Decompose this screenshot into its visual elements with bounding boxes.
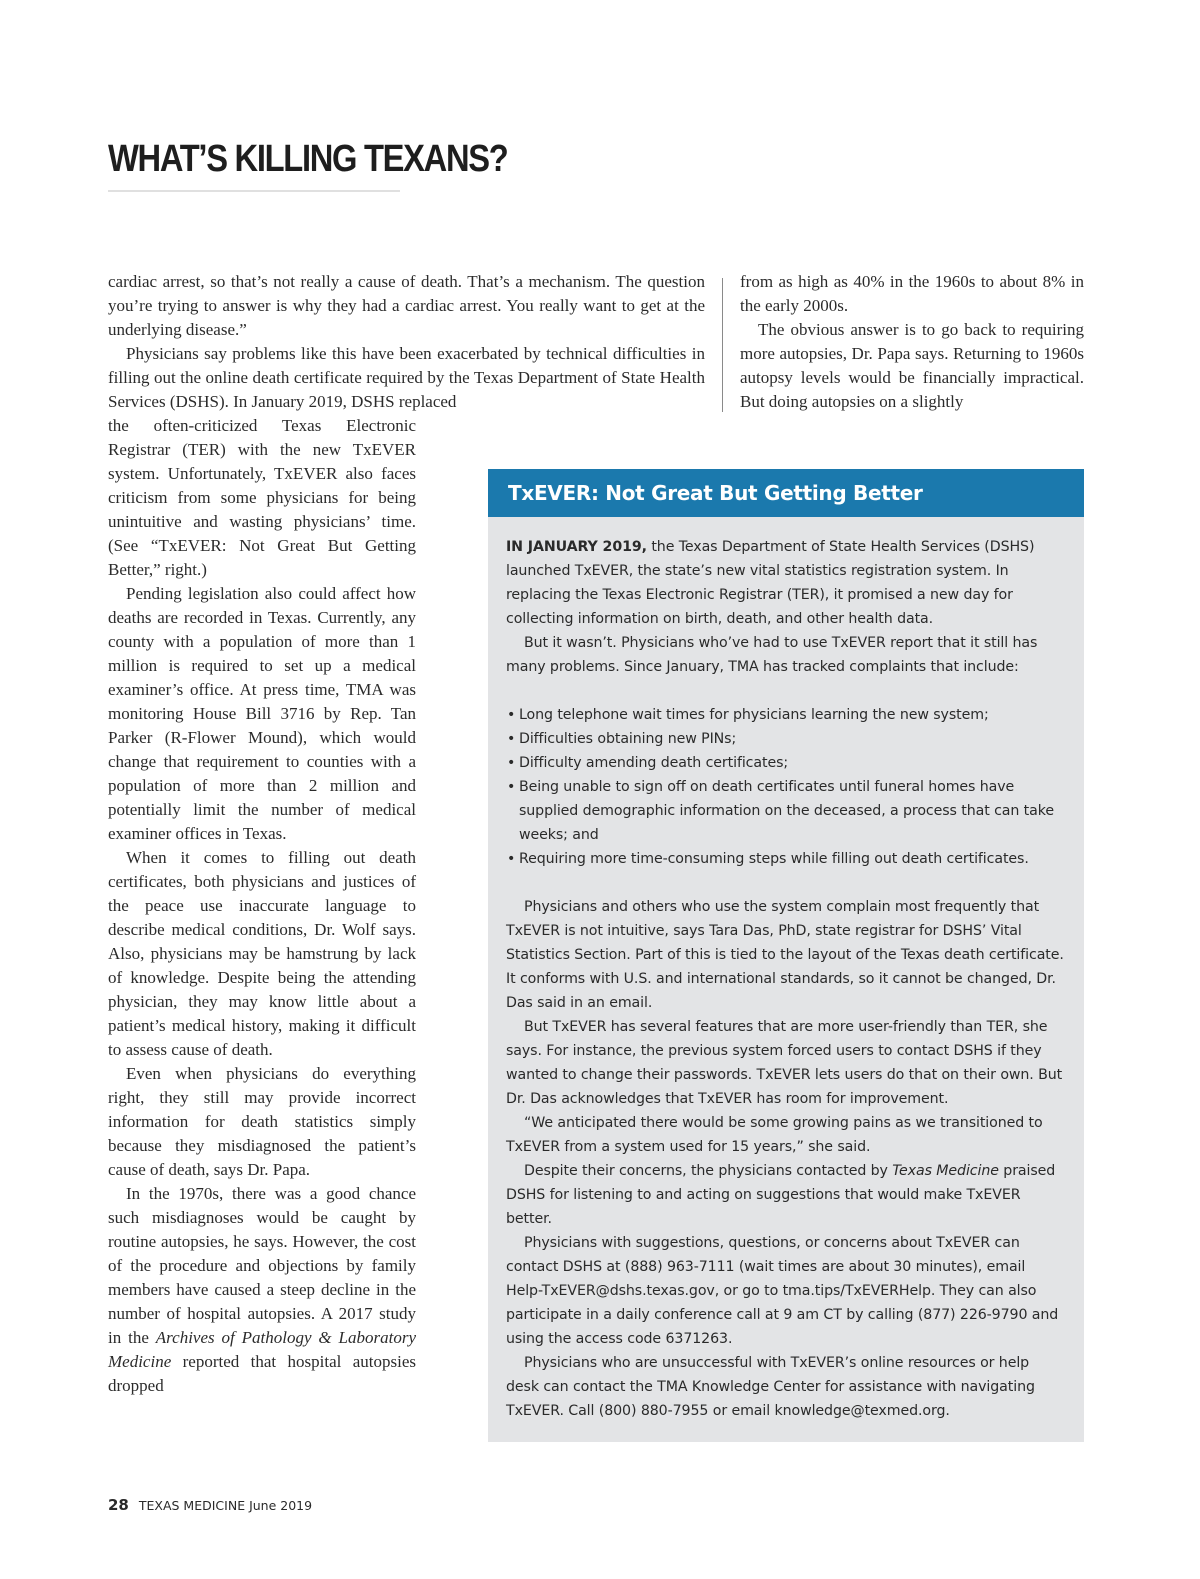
article-left-column: [108, 414, 416, 1398]
article-paragraph: [108, 1182, 416, 1398]
page-footer: [108, 1496, 312, 1514]
article-paragraph: Even when physicians do everything right, they still may provide incorrect information for death statistics simply because they misdiagnosed the patient’s cause of death, says Dr. Papa.: [108, 1064, 416, 1179]
list-item: • Difficulties obtaining new PINs;: [506, 727, 1066, 751]
publication-name: TEXAS MEDICINE: [138, 1498, 246, 1513]
issue-date: June 2019: [249, 1498, 313, 1513]
sidebar-paragraph: Physicians and others who use the system complain most frequently that TxEVER is not intuitive, says Tara Das, PhD, state registrar for DSHS’ Vital Statistics Section. Part of this is tied to the layout of the Texas death certificate. It conforms with U.S. and international standards, so it cannot be changed, Dr. Das said in an email.: [506, 899, 1064, 1011]
publication-name: Texas Medicine: [892, 1163, 999, 1179]
complaint-list: [506, 703, 1066, 871]
sidebar-paragraph: Physicians who are unsuccessful with TxEVER’s online resources or help desk can contact the TMA Knowledge Center for assistance with navigating TxEVER. Call (800) 880-7955 or email knowledge@texmed.org.: [506, 1355, 1035, 1419]
sidebar-box: [488, 469, 1084, 1442]
sidebar-title: TxEVER: Not Great But Getting Better: [508, 481, 923, 505]
column-divider: [722, 278, 723, 412]
article-paragraph: The obvious answer is to go back to requiring more autopsies, Dr. Papa says. Returning to 1960s autopsy levels would be financially impractical. But doing autopsies on a slightly: [740, 320, 1084, 411]
sidebar-paragraph: But it wasn’t. Physicians who’ve had to use TxEVER report that it still has many problems. Since January, TMA has tracked complaints that include:: [506, 635, 1038, 675]
sidebar-text: the Texas Department of State Health Services (DSHS) launched TxEVER, the state’s new vital statistics registration system. In replacing the Texas Electronic Registrar (TER), it promised a new day for collecting information on birth, death, and other health data.: [506, 539, 1035, 627]
list-item: • Being unable to sign off on death certificates until funeral homes have supplied demographic information on the deceased, a process that can take weeks; and: [506, 775, 1066, 847]
article-paragraph: the often-criticized Texas Electronic Registrar (TER) with the new TxEVER system. Unfortunately, TxEVER also faces criticism from some physicians for being unintuitive and wasting physicians’ time. (See “TxEVER: Not Great But Getting Better,” right.): [108, 416, 416, 579]
article-paragraph: When it comes to filling out death certificates, both physicians and justices of the peace use inaccurate language to describe medical conditions, Dr. Wolf says. Also, physicians may be hamstrung by lack of knowledge. Despite being the attending physician, they may know little about a patient’s medical history, making it difficult to assess cause of death.: [108, 848, 416, 1059]
article-paragraph: Pending legislation also could affect how deaths are recorded in Texas. Currently, any county with a population of more than 1 million is required to set up a medical examiner’s office. At press time, TMA was monitoring House Bill 3716 by Rep. Tan Parker (R-Flower Mound), which would change that requirement to counties with a population of more than 2 million and potentially limit the number of medical examiner offices in Texas.: [108, 584, 416, 843]
sidebar-paragraph: [506, 535, 1066, 631]
sidebar-lead-in: IN JANUARY 2019,: [506, 539, 647, 555]
sidebar-paragraph: [506, 1159, 1066, 1231]
article-right-column: [740, 270, 1084, 414]
article-text: In the 1970s, there was a good chance such misdiagnoses would be caught by routine autopsies, he says. However, the cost of the procedure and objections by family members have caused a steep decline in the number of hospital autopsies. A 2017 study in the: [108, 1184, 416, 1347]
journal-title: Archives of Pathology & Laboratory Medicine: [108, 1328, 417, 1371]
sidebar-paragraph: Physicians with suggestions, questions, or concerns about TxEVER can contact DSHS at (888) 963-7111 (wait times are about 30 minutes), email Help-TxEVER@dshs.texas.gov, or go to tma.tips/TxEVERHelp. They can also participate in a daily conference call at 9 am CT by calling (877) 226-9790 and using the access code 6371263.: [506, 1235, 1059, 1347]
page-number: 28: [108, 1496, 129, 1514]
sidebar-paragraph: “We anticipated there would be some growing pains as we transitioned to TxEVER from a system used for 15 years,” she said.: [506, 1115, 1043, 1155]
section-title: WHAT’S KILLING TEXANS?: [108, 138, 508, 180]
sidebar-body: [488, 517, 1084, 1423]
list-item: • Difficulty amending death certificates;: [506, 751, 1066, 775]
article-wide-block: [108, 270, 705, 414]
article-paragraph: from as high as 40% in the 1960s to about 8% in the early 2000s.: [740, 272, 1084, 315]
article-paragraph: Physicians say problems like this have been exacerbated by technical difficulties in filling out the online death certificate required by the Texas Department of State Health Services (DSHS). In January 2019, DSHS replaced: [108, 344, 705, 411]
title-underline: [108, 190, 400, 192]
list-item: • Requiring more time-consuming steps while filling out death certificates.: [506, 847, 1066, 871]
article-paragraph: cardiac arrest, so that’s not really a cause of death. That’s a mechanism. The question you’re trying to answer is why they had a cardiac arrest. You really want to get at the underlying disease.”: [108, 272, 705, 339]
sidebar-paragraph: But TxEVER has several features that are more user-friendly than TER, she says. For instance, the previous system forced users to contact DSHS if they wanted to change their passwords. TxEVER lets users do that on their own. But Dr. Das acknowledges that TxEVER has room for improvement.: [506, 1019, 1063, 1107]
list-item: • Long telephone wait times for physicians learning the new system;: [506, 703, 1066, 727]
sidebar-header: [488, 469, 1084, 517]
sidebar-text: Despite their concerns, the physicians contacted by: [524, 1163, 893, 1179]
sidebar-text: praised DSHS for listening to and acting on suggestions that would make TxEVER better.: [506, 1163, 1056, 1227]
article-text: reported that hospital autopsies dropped: [108, 1352, 416, 1395]
